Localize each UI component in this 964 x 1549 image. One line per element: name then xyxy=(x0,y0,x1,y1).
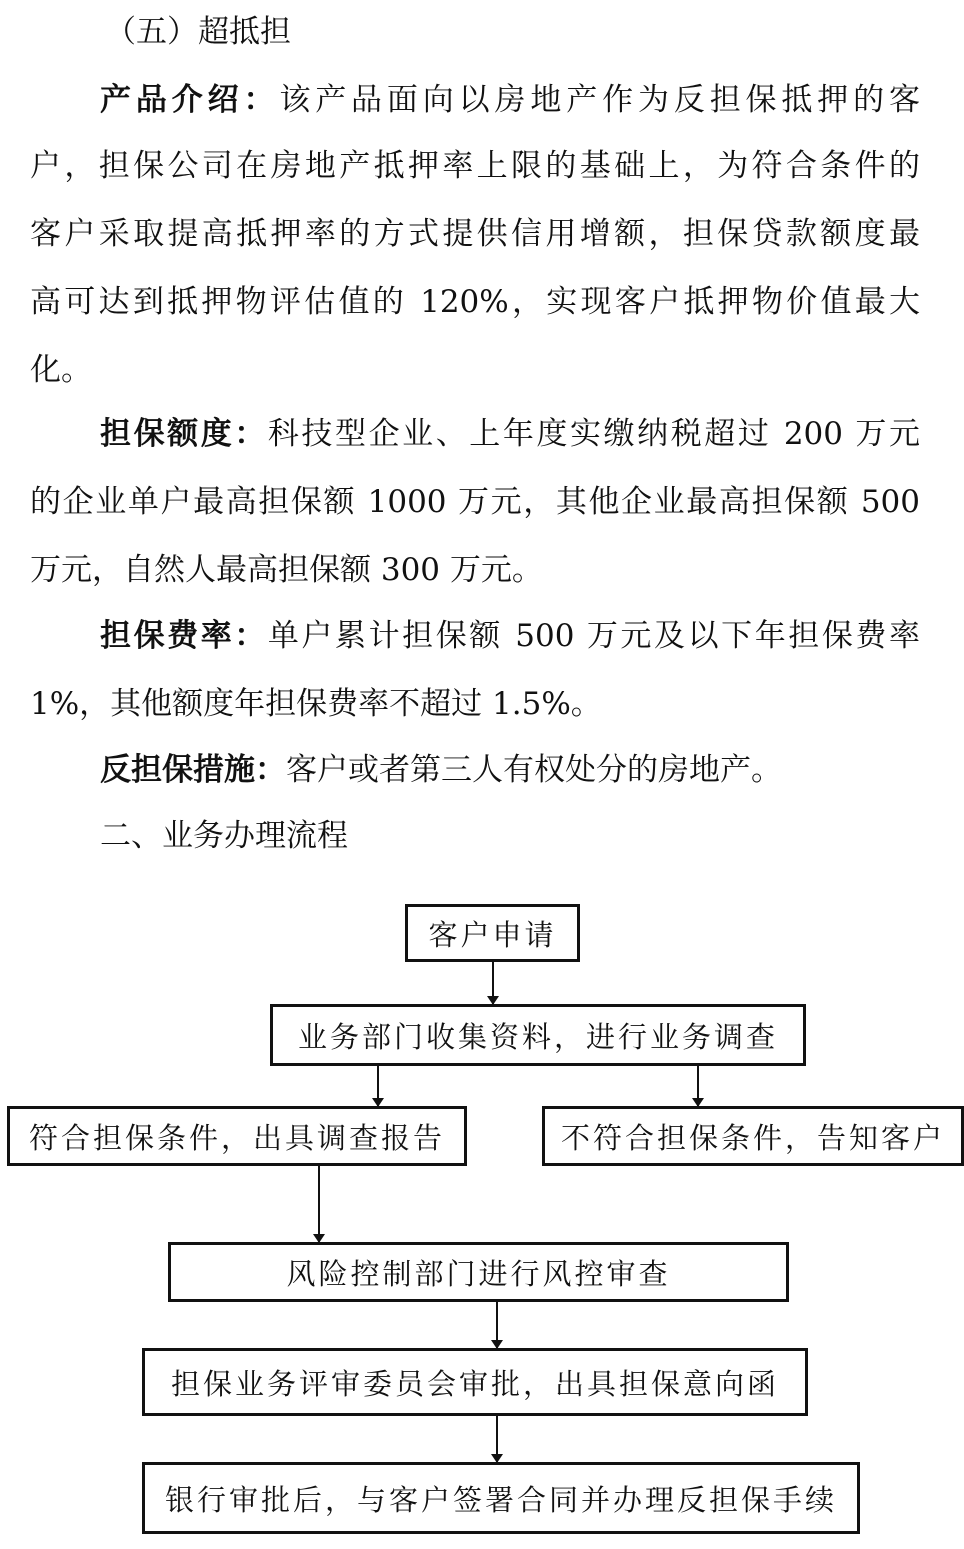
guarantee-amount-line-1: 担保额度：科技型企业、上年度实缴纳税超过 200 万元 xyxy=(100,416,920,452)
guarantee-rate-line-1: 担保费率：单户累计担保额 500 万元及以下年担保费率 xyxy=(100,618,920,654)
flow-step-business-investigation: 业务部门收集资料，进行业务调查 xyxy=(270,1004,806,1066)
guarantee-amount-label: 担保额度： xyxy=(100,416,268,452)
guarantee-amount-line-2: 的企业单户最高担保额 1000 万元，其他企业最高担保额 500 xyxy=(30,484,920,520)
flow-arrow-2a xyxy=(377,1066,379,1106)
process-heading: 二、业务办理流程 xyxy=(100,818,348,854)
flow-arrow-3 xyxy=(318,1166,320,1242)
guarantee-rate-label: 担保费率： xyxy=(100,618,268,654)
flow-step-customer-apply: 客户申请 xyxy=(405,904,580,962)
flow-step-qualified: 符合担保条件，出具调查报告 xyxy=(7,1106,467,1166)
counter-guarantee-label: 反担保措施： xyxy=(100,752,286,788)
flow-arrow-1 xyxy=(492,962,494,1004)
product-intro-label: 产品介绍： xyxy=(100,82,280,118)
flow-step-not-qualified: 不符合担保条件，告知客户 xyxy=(542,1106,964,1166)
product-intro-line-2: 户，担保公司在房地产抵押率上限的基础上，为符合条件的 xyxy=(30,148,920,184)
flow-step-bank-approval-sign: 银行审批后，与客户签署合同并办理反担保手续 xyxy=(142,1462,860,1534)
product-intro-line-5: 化。 xyxy=(30,352,92,388)
flow-arrow-2b xyxy=(697,1066,699,1106)
flow-step-committee-approval: 担保业务评审委员会审批，出具担保意向函 xyxy=(142,1348,808,1416)
counter-guarantee-line: 反担保措施：客户或者第三人有权处分的房地产。 xyxy=(100,752,782,788)
flow-arrow-5 xyxy=(496,1416,498,1462)
product-intro-line-1: 产品介绍：该产品面向以房地产作为反担保抵押的客 xyxy=(100,82,921,118)
guarantee-rate-line-2: 1%，其他额度年担保费率不超过 1.5%。 xyxy=(30,686,602,722)
product-intro-line-3: 客户采取提高抵押率的方式提供信用增额，担保贷款额度最 xyxy=(30,216,920,252)
flow-arrow-4 xyxy=(496,1302,498,1348)
flow-step-risk-review: 风险控制部门进行风控审查 xyxy=(168,1242,789,1302)
product-intro-line-4: 高可达到抵押物评估值的 120%，实现客户抵押物价值最大 xyxy=(30,284,920,320)
guarantee-amount-line-3: 万元，自然人最高担保额 300 万元。 xyxy=(30,552,543,588)
section-heading: （五）超抵担 xyxy=(105,14,291,50)
